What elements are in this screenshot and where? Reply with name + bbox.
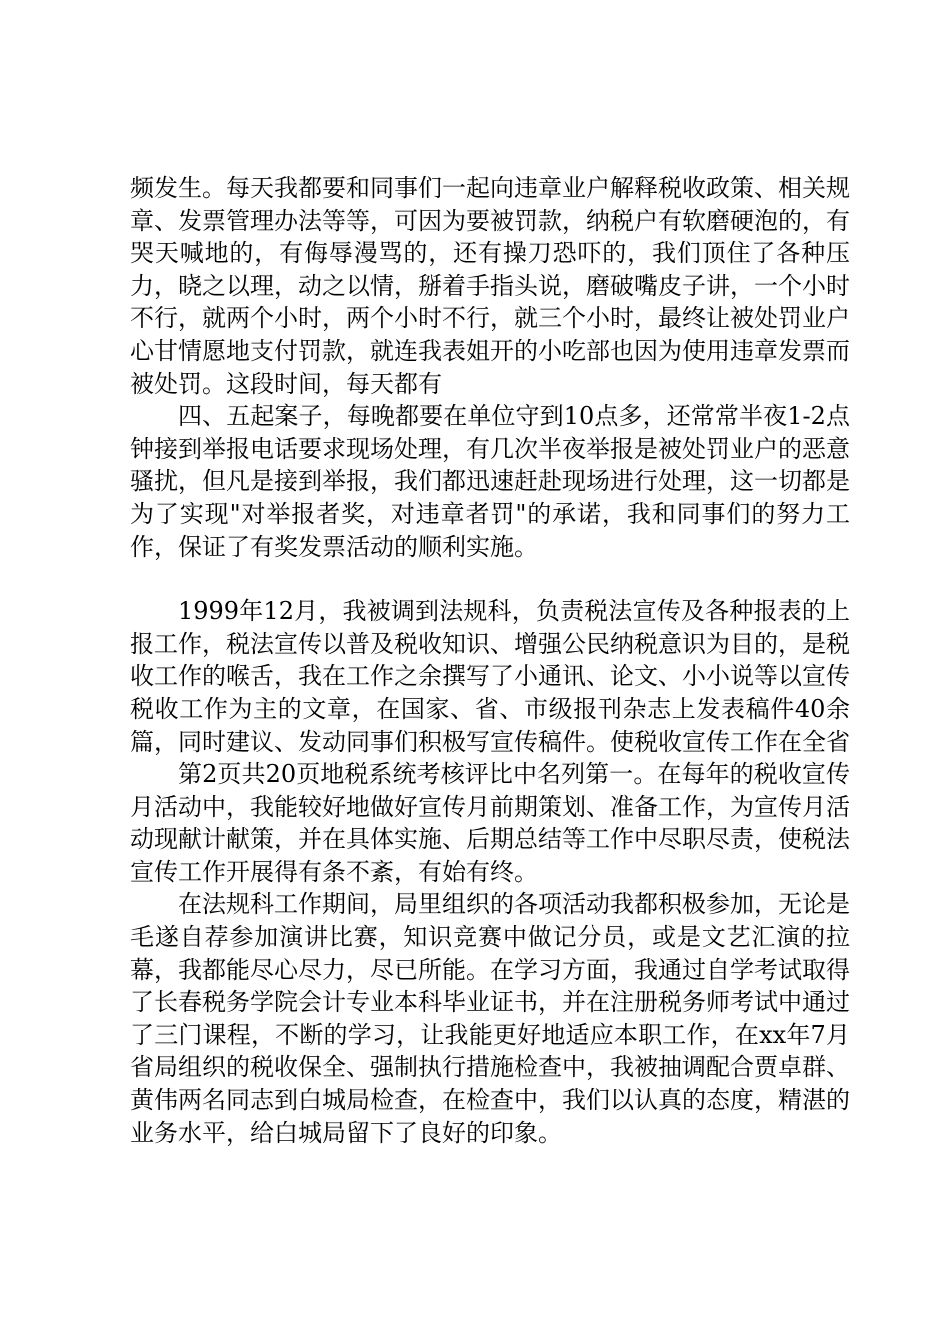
paragraph-2: 四、五起案子，每晚都要在单位守到10点多，还常常半夜1-2点钟接到举报电话要求现场处理，有几次半夜举报是被处罚业户的恶意骚扰，但凡是接到举报，我们都迅速赶赴现场进行处理，这一切都是为了实现"对举报者奖，对违章者罚"的承诺，我和同事们的努力工作，保证了有奖发票活动的顺利实施。 bbox=[130, 402, 850, 561]
paragraph-5: 在法规科工作期间，局里组织的各项活动我都积极参加，无论是毛遂自荐参加演讲比赛，知识竞赛中做记分员，或是文艺汇演的拉幕，我都能尽心尽力，尽已所能。在学习方面，我通过自学考试取得了长春税务学院会计专业本科毕业证书，并在注册税务师考试中通过了三门课程，不断的学习，让我能更好地适应本职工作，在xx年7月省局组织的税收保全、强制执行措施检查中，我被抽调配合贾卓群、黄伟两名同志到白城局检查，在检查中，我们以认真的态度，精湛的业务水平，给白城局留下了良好的印象。 bbox=[130, 890, 850, 1147]
paragraph-4: 第2页共20页地税系统考核评比中名列第一。在每年的税收宣传月活动中，我能较好地做好宣传月前期策划、准备工作，为宣传月活动现献计献策，并在具体实施、后期总结等工作中尽职尽责，使税法宣传工作开展得有条不紊，有始有终。 bbox=[130, 760, 850, 886]
document-body bbox=[130, 172, 850, 1149]
paragraph-spacer bbox=[130, 563, 850, 595]
paragraph-1: 频发生。每天我都要和同事们一起向违章业户解释税收政策、相关规章、发票管理办法等等，可因为要被罚款，纳税户有软磨硬泡的，有哭天喊地的，有侮辱漫骂的，还有操刀恐吓的，我们顶住了各种压力，晓之以理，动之以情，掰着手指头说，磨破嘴皮子讲，一个小时不行，就两个小时，两个小时不行，就三个小时，最终让被处罚业户心甘情愿地支付罚款，就连我表姐开的小吃部也因为使用违章发票而被处罚。这段时间，每天都有 bbox=[130, 174, 850, 398]
paragraph-3: 1999年12月，我被调到法规科，负责税法宣传及各种报表的上报工作，税法宣传以普及税收知识、增强公民纳税意识为目的，是税收工作的喉舌，我在工作之余撰写了小通讯、论文、小小说等以宣传税收工作为主的文章，在国家、省、市级报刊杂志上发表稿件40余篇，同时建议、发动同事们积极写宣传稿件。使税收宣传工作在全省 bbox=[130, 597, 850, 756]
